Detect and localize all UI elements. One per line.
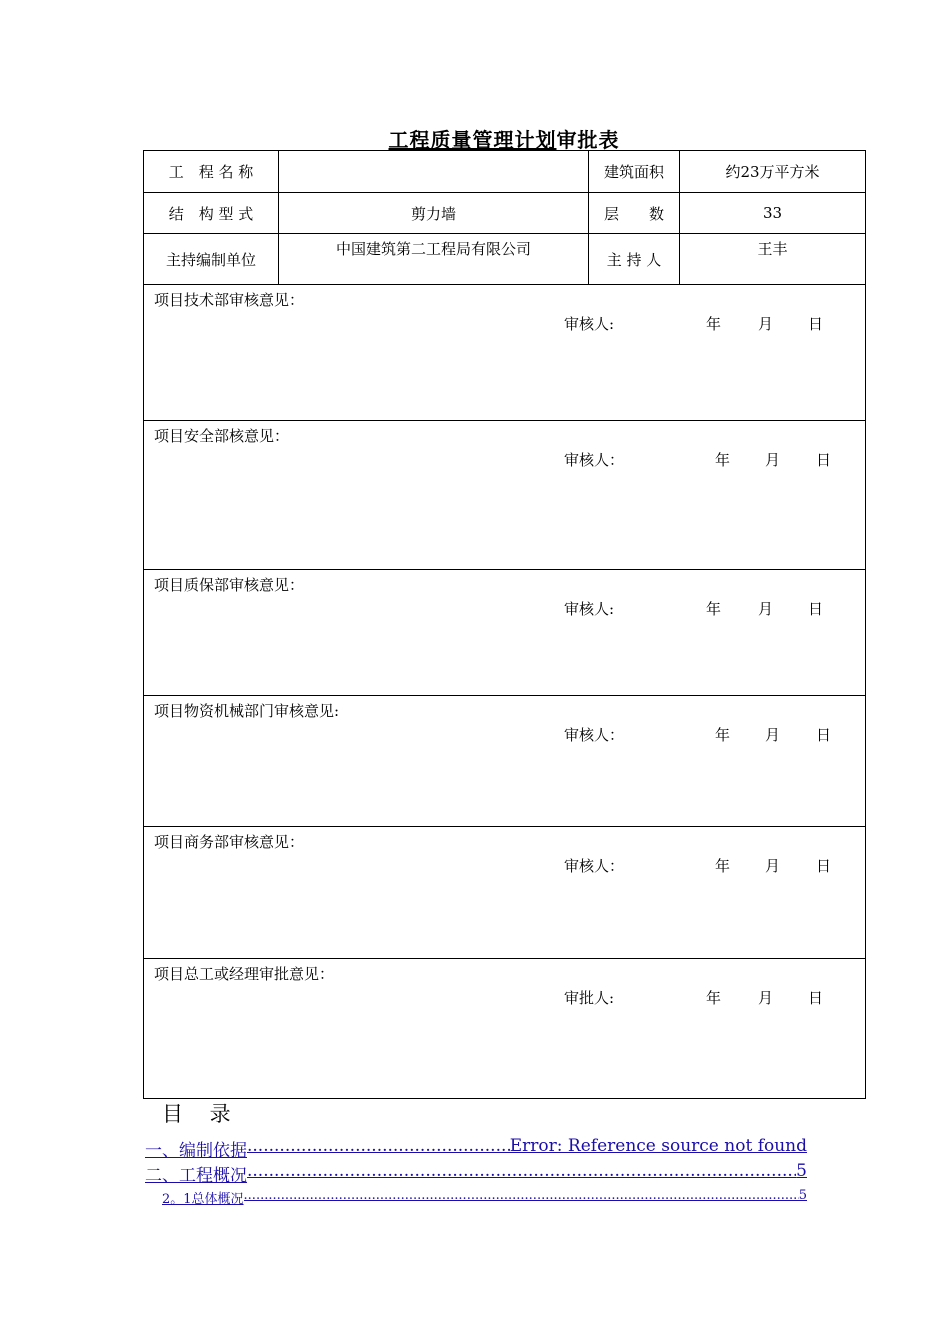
project-name-label: 工 程 名 称 [144,151,279,193]
toc-entry[interactable] [145,1136,807,1161]
toc-dot-leader [247,1161,796,1186]
toc-entry-label: 一、编制依据 [145,1141,247,1161]
month-label: 月 [758,600,774,618]
opinion-row-materials [144,696,866,827]
month-label: 月 [765,857,781,875]
opinion-row-safety [144,421,866,570]
opinion-row-commerce [144,827,866,959]
organizer-unit-label: 主持编制单位 [144,234,279,285]
opinion-row-chief-engineer [144,959,866,1099]
day-label: 日 [808,600,824,618]
day-label: 日 [816,857,832,875]
opinion-row-technical [144,285,866,421]
opinion-title: 项目总工或经理审批意见： [154,965,335,983]
day-label: 日 [816,451,832,469]
approval-form-table [143,150,866,1099]
reviewer-label: 审核人: [564,600,615,618]
organizer-unit-value: 中国建筑第二工程局有限公司 [279,234,589,285]
day-label: 日 [816,726,832,744]
structure-row [144,193,866,234]
building-area-value: 约23万平方米 [680,151,866,193]
opinion-title: 项目物资机械部门审核意见: [154,702,340,720]
month-label: 月 [758,315,774,333]
title-underlined-part: 工程质量管理计划 [388,128,557,152]
toc-entry-label: 二、工程概况 [145,1166,247,1186]
page-title [143,124,865,153]
toc-link-project-overview[interactable] [145,1161,807,1186]
toc-entry-label: 2。1总体概况 [162,1192,244,1207]
reviewer-label: 审核人： [564,726,625,744]
title-rest-part: 审批表 [556,128,620,152]
structure-type-value: 剪力墙 [279,193,589,234]
toc-entry-page: 5 [798,1188,807,1203]
year-label: 年 [706,989,722,1007]
opinion-title: 项目质保部审核意见： [154,576,305,594]
toc-entry[interactable] [162,1188,807,1207]
opinion-title: 项目技术部审核意见： [154,291,305,309]
opinion-title: 项目商务部审核意见： [154,833,305,851]
month-label: 月 [765,726,781,744]
toc-entry-page: Error: Reference source not found [509,1136,807,1156]
toc-entry-page: 5 [796,1161,807,1181]
year-label: 年 [706,600,722,618]
building-area-label: 建筑面积 [589,151,680,193]
organizer-row [144,234,866,285]
toc-link-compilation-basis[interactable] [145,1136,807,1161]
project-name-row [144,151,866,193]
toc-entry[interactable] [145,1161,807,1186]
year-label: 年 [715,726,731,744]
opinion-row-quality [144,570,866,696]
month-label: 月 [765,451,781,469]
reviewer-label: 审核人: [564,315,615,333]
year-label: 年 [715,857,731,875]
reviewer-label: 审核人： [564,857,625,875]
month-label: 月 [758,989,774,1007]
year-label: 年 [715,451,731,469]
floors-label: 层 数 [589,193,680,234]
year-label: 年 [706,315,722,333]
floors-value: 33 [680,193,866,234]
project-name-value [279,151,589,193]
opinion-title: 项目安全部核意见： [154,427,290,445]
day-label: 日 [808,315,824,333]
approver-label: 审批人: [564,989,615,1007]
day-label: 日 [808,989,824,1007]
toc-link-general-overview[interactable] [162,1188,807,1207]
host-label: 主 持 人 [589,234,680,285]
toc-dot-leader [244,1188,799,1207]
structure-type-label: 结 构 型 式 [144,193,279,234]
toc-dot-leader [247,1136,510,1161]
reviewer-label: 审核人： [564,451,625,469]
toc-heading: 目 录 [162,1102,241,1126]
host-value: 王丰 [680,234,866,285]
